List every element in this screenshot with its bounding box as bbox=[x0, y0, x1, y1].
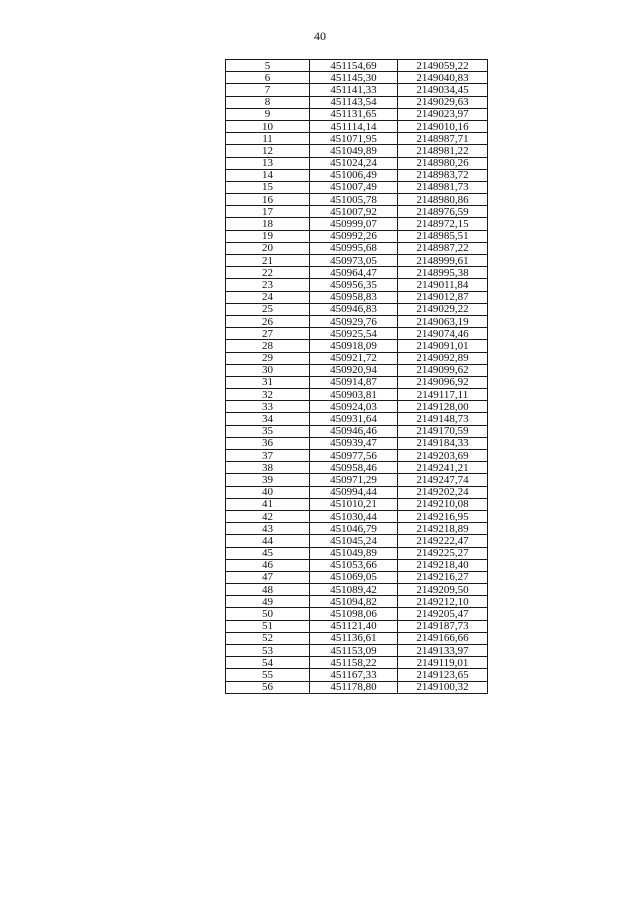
point-number-cell: 22 bbox=[226, 267, 310, 279]
y-coordinate-cell: 2149023,97 bbox=[398, 108, 488, 120]
x-coordinate-cell: 450929,76 bbox=[310, 315, 398, 327]
x-coordinate-cell: 451098,06 bbox=[310, 608, 398, 620]
x-coordinate-cell: 451071,95 bbox=[310, 133, 398, 145]
table-row bbox=[226, 157, 488, 169]
point-number-cell: 46 bbox=[226, 559, 310, 571]
point-number-cell: 27 bbox=[226, 328, 310, 340]
x-coordinate-cell: 450958,46 bbox=[310, 462, 398, 474]
point-number-cell: 44 bbox=[226, 535, 310, 547]
point-number-cell: 16 bbox=[226, 194, 310, 206]
x-coordinate-cell: 451089,42 bbox=[310, 584, 398, 596]
y-coordinate-cell: 2148980,26 bbox=[398, 157, 488, 169]
point-number-cell: 26 bbox=[226, 315, 310, 327]
x-coordinate-cell: 450958,83 bbox=[310, 291, 398, 303]
x-coordinate-cell: 450921,72 bbox=[310, 352, 398, 364]
point-number-cell: 54 bbox=[226, 657, 310, 669]
point-number-cell: 42 bbox=[226, 510, 310, 522]
y-coordinate-cell: 2149170,59 bbox=[398, 425, 488, 437]
x-coordinate-cell: 451145,30 bbox=[310, 72, 398, 84]
point-number-cell: 24 bbox=[226, 291, 310, 303]
point-number-cell: 35 bbox=[226, 425, 310, 437]
table-row bbox=[226, 376, 488, 388]
table-row bbox=[226, 657, 488, 669]
point-number-cell: 33 bbox=[226, 401, 310, 413]
point-number-cell: 19 bbox=[226, 230, 310, 242]
table-row bbox=[226, 608, 488, 620]
table-row bbox=[226, 681, 488, 693]
table-row bbox=[226, 255, 488, 267]
point-number-cell: 34 bbox=[226, 413, 310, 425]
y-coordinate-cell: 2149034,45 bbox=[398, 84, 488, 96]
y-coordinate-cell: 2148983,72 bbox=[398, 169, 488, 181]
point-number-cell: 38 bbox=[226, 462, 310, 474]
point-number-cell: 11 bbox=[226, 133, 310, 145]
point-number-cell: 31 bbox=[226, 376, 310, 388]
y-coordinate-cell: 2149117,11 bbox=[398, 389, 488, 401]
table-row bbox=[226, 352, 488, 364]
x-coordinate-cell: 451167,33 bbox=[310, 669, 398, 681]
y-coordinate-cell: 2148976,59 bbox=[398, 206, 488, 218]
table-row bbox=[226, 632, 488, 644]
table-row bbox=[226, 498, 488, 510]
table-row bbox=[226, 645, 488, 657]
table-row bbox=[226, 60, 488, 72]
y-coordinate-cell: 2148985,51 bbox=[398, 230, 488, 242]
coordinates-table bbox=[225, 59, 488, 694]
point-number-cell: 53 bbox=[226, 645, 310, 657]
table-row bbox=[226, 340, 488, 352]
point-number-cell: 21 bbox=[226, 255, 310, 267]
x-coordinate-cell: 450971,29 bbox=[310, 474, 398, 486]
table-row bbox=[226, 315, 488, 327]
table-row bbox=[226, 535, 488, 547]
x-coordinate-cell: 451007,92 bbox=[310, 206, 398, 218]
point-number-cell: 48 bbox=[226, 584, 310, 596]
point-number-cell: 17 bbox=[226, 206, 310, 218]
x-coordinate-cell: 451010,21 bbox=[310, 498, 398, 510]
table-row bbox=[226, 437, 488, 449]
x-coordinate-cell: 450946,46 bbox=[310, 425, 398, 437]
x-coordinate-cell: 451141,33 bbox=[310, 84, 398, 96]
y-coordinate-cell: 2149209,50 bbox=[398, 584, 488, 596]
table-row bbox=[226, 84, 488, 96]
y-coordinate-cell: 2149241,21 bbox=[398, 462, 488, 474]
y-coordinate-cell: 2149059,22 bbox=[398, 60, 488, 72]
point-number-cell: 6 bbox=[226, 72, 310, 84]
y-coordinate-cell: 2149029,22 bbox=[398, 303, 488, 315]
y-coordinate-cell: 2149092,89 bbox=[398, 352, 488, 364]
page-number: 40 bbox=[314, 29, 326, 43]
table-row bbox=[226, 169, 488, 181]
x-coordinate-cell: 450920,94 bbox=[310, 364, 398, 376]
point-number-cell: 41 bbox=[226, 498, 310, 510]
point-number-cell: 8 bbox=[226, 96, 310, 108]
table-row bbox=[226, 450, 488, 462]
x-coordinate-cell: 451131,65 bbox=[310, 108, 398, 120]
x-coordinate-cell: 451030,44 bbox=[310, 510, 398, 522]
table-row bbox=[226, 413, 488, 425]
point-number-cell: 29 bbox=[226, 352, 310, 364]
table-row bbox=[226, 267, 488, 279]
y-coordinate-cell: 2148999,61 bbox=[398, 255, 488, 267]
point-number-cell: 49 bbox=[226, 596, 310, 608]
x-coordinate-cell: 451005,78 bbox=[310, 194, 398, 206]
x-coordinate-cell: 451094,82 bbox=[310, 596, 398, 608]
y-coordinate-cell: 2149100,32 bbox=[398, 681, 488, 693]
coordinates-table-body bbox=[226, 60, 488, 694]
y-coordinate-cell: 2149148,73 bbox=[398, 413, 488, 425]
y-coordinate-cell: 2149210,08 bbox=[398, 498, 488, 510]
y-coordinate-cell: 2149222,47 bbox=[398, 535, 488, 547]
x-coordinate-cell: 450931,64 bbox=[310, 413, 398, 425]
point-number-cell: 14 bbox=[226, 169, 310, 181]
x-coordinate-cell: 451136,61 bbox=[310, 632, 398, 644]
y-coordinate-cell: 2149216,95 bbox=[398, 510, 488, 522]
table-row bbox=[226, 584, 488, 596]
table-row bbox=[226, 669, 488, 681]
table-row bbox=[226, 242, 488, 254]
y-coordinate-cell: 2149099,62 bbox=[398, 364, 488, 376]
table-row bbox=[226, 181, 488, 193]
x-coordinate-cell: 450995,68 bbox=[310, 242, 398, 254]
table-row bbox=[226, 510, 488, 522]
table-row bbox=[226, 133, 488, 145]
y-coordinate-cell: 2149133,97 bbox=[398, 645, 488, 657]
table-row bbox=[226, 291, 488, 303]
point-number-cell: 40 bbox=[226, 486, 310, 498]
point-number-cell: 28 bbox=[226, 340, 310, 352]
x-coordinate-cell: 451069,05 bbox=[310, 571, 398, 583]
y-coordinate-cell: 2148995,38 bbox=[398, 267, 488, 279]
x-coordinate-cell: 451045,24 bbox=[310, 535, 398, 547]
x-coordinate-cell: 450914,87 bbox=[310, 376, 398, 388]
table-row bbox=[226, 523, 488, 535]
point-number-cell: 25 bbox=[226, 303, 310, 315]
x-coordinate-cell: 450918,09 bbox=[310, 340, 398, 352]
y-coordinate-cell: 2149247,74 bbox=[398, 474, 488, 486]
table-row bbox=[226, 425, 488, 437]
y-coordinate-cell: 2149225,27 bbox=[398, 547, 488, 559]
table-row bbox=[226, 206, 488, 218]
x-coordinate-cell: 451143,54 bbox=[310, 96, 398, 108]
table-row bbox=[226, 596, 488, 608]
point-number-cell: 43 bbox=[226, 523, 310, 535]
x-coordinate-cell: 450992,26 bbox=[310, 230, 398, 242]
y-coordinate-cell: 2149029,63 bbox=[398, 96, 488, 108]
y-coordinate-cell: 2149218,40 bbox=[398, 559, 488, 571]
table-row bbox=[226, 571, 488, 583]
table-row bbox=[226, 462, 488, 474]
y-coordinate-cell: 2149074,46 bbox=[398, 328, 488, 340]
point-number-cell: 51 bbox=[226, 620, 310, 632]
y-coordinate-cell: 2149012,87 bbox=[398, 291, 488, 303]
x-coordinate-cell: 450925,54 bbox=[310, 328, 398, 340]
y-coordinate-cell: 2148972,15 bbox=[398, 218, 488, 230]
y-coordinate-cell: 2149203,69 bbox=[398, 450, 488, 462]
y-coordinate-cell: 2149011,84 bbox=[398, 279, 488, 291]
table-row bbox=[226, 328, 488, 340]
y-coordinate-cell: 2149212,10 bbox=[398, 596, 488, 608]
x-coordinate-cell: 451114,14 bbox=[310, 120, 398, 132]
point-number-cell: 20 bbox=[226, 242, 310, 254]
x-coordinate-cell: 450964,47 bbox=[310, 267, 398, 279]
y-coordinate-cell: 2149166,66 bbox=[398, 632, 488, 644]
y-coordinate-cell: 2149091,01 bbox=[398, 340, 488, 352]
x-coordinate-cell: 451121,40 bbox=[310, 620, 398, 632]
x-coordinate-cell: 450999,07 bbox=[310, 218, 398, 230]
point-number-cell: 36 bbox=[226, 437, 310, 449]
table-row bbox=[226, 194, 488, 206]
table-row bbox=[226, 389, 488, 401]
table-row bbox=[226, 486, 488, 498]
table-row bbox=[226, 279, 488, 291]
point-number-cell: 39 bbox=[226, 474, 310, 486]
y-coordinate-cell: 2149119,01 bbox=[398, 657, 488, 669]
x-coordinate-cell: 450956,35 bbox=[310, 279, 398, 291]
x-coordinate-cell: 451153,09 bbox=[310, 645, 398, 657]
x-coordinate-cell: 451049,89 bbox=[310, 145, 398, 157]
table-row bbox=[226, 620, 488, 632]
x-coordinate-cell: 451158,22 bbox=[310, 657, 398, 669]
table-row bbox=[226, 474, 488, 486]
point-number-cell: 7 bbox=[226, 84, 310, 96]
x-coordinate-cell: 451006,49 bbox=[310, 169, 398, 181]
x-coordinate-cell: 450977,56 bbox=[310, 450, 398, 462]
x-coordinate-cell: 450924,03 bbox=[310, 401, 398, 413]
table-row bbox=[226, 559, 488, 571]
y-coordinate-cell: 2149216,27 bbox=[398, 571, 488, 583]
table-row bbox=[226, 72, 488, 84]
x-coordinate-cell: 451024,24 bbox=[310, 157, 398, 169]
x-coordinate-cell: 451154,69 bbox=[310, 60, 398, 72]
point-number-cell: 32 bbox=[226, 389, 310, 401]
point-number-cell: 10 bbox=[226, 120, 310, 132]
x-coordinate-cell: 450903,81 bbox=[310, 389, 398, 401]
y-coordinate-cell: 2149040,83 bbox=[398, 72, 488, 84]
x-coordinate-cell: 451046,79 bbox=[310, 523, 398, 535]
table-row bbox=[226, 218, 488, 230]
x-coordinate-cell: 450994,44 bbox=[310, 486, 398, 498]
table-row bbox=[226, 145, 488, 157]
x-coordinate-cell: 451007,49 bbox=[310, 181, 398, 193]
y-coordinate-cell: 2149096,92 bbox=[398, 376, 488, 388]
point-number-cell: 45 bbox=[226, 547, 310, 559]
y-coordinate-cell: 2149063,19 bbox=[398, 315, 488, 327]
table-row bbox=[226, 303, 488, 315]
y-coordinate-cell: 2149218,89 bbox=[398, 523, 488, 535]
point-number-cell: 9 bbox=[226, 108, 310, 120]
point-number-cell: 47 bbox=[226, 571, 310, 583]
y-coordinate-cell: 2149010,16 bbox=[398, 120, 488, 132]
table-row bbox=[226, 547, 488, 559]
y-coordinate-cell: 2148981,22 bbox=[398, 145, 488, 157]
x-coordinate-cell: 451053,66 bbox=[310, 559, 398, 571]
x-coordinate-cell: 450946,83 bbox=[310, 303, 398, 315]
y-coordinate-cell: 2149205,47 bbox=[398, 608, 488, 620]
x-coordinate-cell: 451049,89 bbox=[310, 547, 398, 559]
y-coordinate-cell: 2149123,65 bbox=[398, 669, 488, 681]
table-row bbox=[226, 230, 488, 242]
point-number-cell: 23 bbox=[226, 279, 310, 291]
point-number-cell: 15 bbox=[226, 181, 310, 193]
y-coordinate-cell: 2148980,86 bbox=[398, 194, 488, 206]
y-coordinate-cell: 2149128,00 bbox=[398, 401, 488, 413]
x-coordinate-cell: 450973,05 bbox=[310, 255, 398, 267]
table-row bbox=[226, 108, 488, 120]
table-row bbox=[226, 401, 488, 413]
point-number-cell: 5 bbox=[226, 60, 310, 72]
point-number-cell: 56 bbox=[226, 681, 310, 693]
y-coordinate-cell: 2148987,71 bbox=[398, 133, 488, 145]
point-number-cell: 13 bbox=[226, 157, 310, 169]
y-coordinate-cell: 2149184,33 bbox=[398, 437, 488, 449]
y-coordinate-cell: 2149202,24 bbox=[398, 486, 488, 498]
point-number-cell: 18 bbox=[226, 218, 310, 230]
x-coordinate-cell: 450939,47 bbox=[310, 437, 398, 449]
y-coordinate-cell: 2149187,73 bbox=[398, 620, 488, 632]
x-coordinate-cell: 451178,80 bbox=[310, 681, 398, 693]
point-number-cell: 37 bbox=[226, 450, 310, 462]
table-row bbox=[226, 96, 488, 108]
point-number-cell: 50 bbox=[226, 608, 310, 620]
point-number-cell: 30 bbox=[226, 364, 310, 376]
table-row bbox=[226, 364, 488, 376]
point-number-cell: 12 bbox=[226, 145, 310, 157]
point-number-cell: 55 bbox=[226, 669, 310, 681]
y-coordinate-cell: 2148987,22 bbox=[398, 242, 488, 254]
y-coordinate-cell: 2148981,73 bbox=[398, 181, 488, 193]
point-number-cell: 52 bbox=[226, 632, 310, 644]
table-row bbox=[226, 120, 488, 132]
